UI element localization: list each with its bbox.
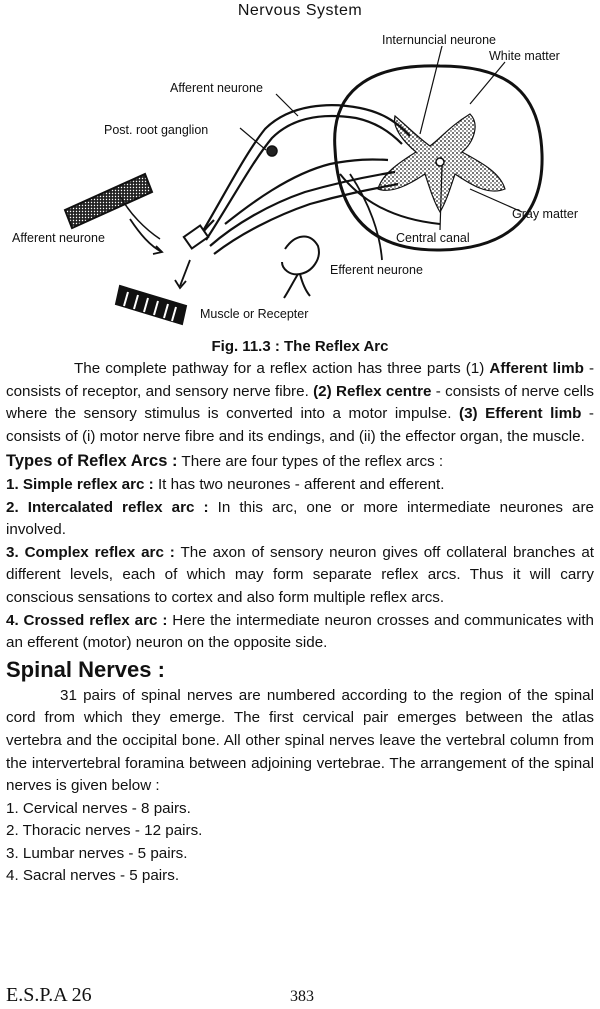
figure-caption: Fig. 11.3 : The Reflex Arc — [211, 338, 389, 355]
running-head: Nervous System — [237, 2, 363, 19]
reflex-type-term: 2. Intercalated reflex arc : — [6, 498, 209, 516]
spinal-list-item: 2. Thoracic nerves - 12 pairs. — [6, 822, 203, 840]
central-canal-mark — [436, 158, 444, 166]
reflex-type-term: 3. Complex reflex arc : — [6, 543, 175, 561]
label-afferent-top: Afferent neurone — [170, 81, 263, 95]
reflex-type-text: It has two neurones - afferent and efferent. — [153, 475, 445, 493]
label-central-canal: Central canal — [396, 231, 470, 245]
label-white-matter: White matter — [489, 49, 560, 63]
reflex-type-item — [6, 497, 594, 542]
spinal-nerves-paragraph: 31 pairs of spinal nerves are numbered according to the region of the spinal cord from which they emerge. The first cervical pair emerges between the atlas vertebra and the occipital bone. All other spinal nerves leave the vertebral column from the intervertebral foramina between adjoining vertebrae. The arrangement of the spinal nerves is given below : — [6, 686, 594, 795]
reflex-arc-diagram — [0, 24, 600, 344]
spinal-nerves-heading: Spinal Nerves : — [6, 656, 165, 682]
reflex-type-item — [6, 610, 594, 655]
label-afferent-left: Afferent neurone — [12, 231, 105, 245]
types-heading-line — [6, 450, 594, 474]
spinal-cord-section — [335, 66, 542, 250]
reflex-type-term: 4. Crossed reflex arc : — [6, 611, 168, 629]
body-text — [6, 358, 594, 888]
spinal-list-item: 1. Cervical nerves - 8 pairs. — [6, 799, 191, 817]
reflex-type-term: 1. Simple reflex arc : — [6, 475, 154, 493]
reflex-type-text: Here the intermediate neuron crosses and communicates with an efferent (motor) neuron on the opposite side. — [6, 611, 594, 652]
intro-lead: The complete pathway for a reflex action has three parts (1) — [74, 360, 490, 377]
afferent-limb-term: Afferent limb — [489, 360, 584, 377]
spinal-list-item: 3. Lumbar nerves - 5 pairs. — [6, 844, 188, 862]
page-number: 383 — [290, 988, 314, 1005]
skin-receptor-block — [65, 174, 160, 239]
reflex-type-item — [6, 542, 594, 610]
types-heading-text: There are four types of the reflex arcs : — [177, 453, 444, 471]
intro-paragraph — [6, 358, 594, 448]
afferent-limb-text: - consists of receptor, and sensory nerve fibre. — [6, 360, 594, 400]
reflex-arc-figure — [0, 24, 600, 344]
muscle-block — [116, 286, 186, 324]
reflex-type-text: In this arc, one or more intermediate neurones are involved. — [6, 498, 594, 539]
reflex-type-item — [6, 474, 594, 497]
reflex-centre-term: (2) Reflex centre — [313, 382, 432, 400]
reflex-type-text: The axon of sensory neuron gives off collateral branches at different levels, each of which may form separate reflex arcs. Thus it will carry conscious sensations to cortex and also form multiple reflex arcs. — [6, 543, 594, 606]
spinal-list-item: 4. Sacral nerves - 5 pairs. — [6, 867, 180, 885]
ganglion-mark — [267, 146, 277, 156]
reflex-centre-text: - consists of nerve cells where the sensory stimulus is converted into a motor impulse. — [6, 382, 595, 423]
footer-book-code: E.S.P.A 26 — [6, 984, 92, 1006]
efferent-terminal — [282, 237, 319, 298]
types-heading: Types of Reflex Arcs : — [6, 452, 178, 471]
efferent-limb-text: - consists of (i) motor nerve fibre and its endings, and (ii) the effector organ, the muscle. — [6, 405, 594, 445]
label-muscle: Muscle or Recepter — [200, 307, 309, 321]
label-ganglion: Post. root ganglion — [104, 123, 209, 137]
label-gray-matter: Gray matter — [512, 207, 578, 221]
label-internuncial: Internuncial neurone — [382, 33, 496, 47]
efferent-limb-term: (3) Efferent limb — [459, 405, 582, 423]
label-efferent: Efferent neurone — [330, 263, 423, 277]
